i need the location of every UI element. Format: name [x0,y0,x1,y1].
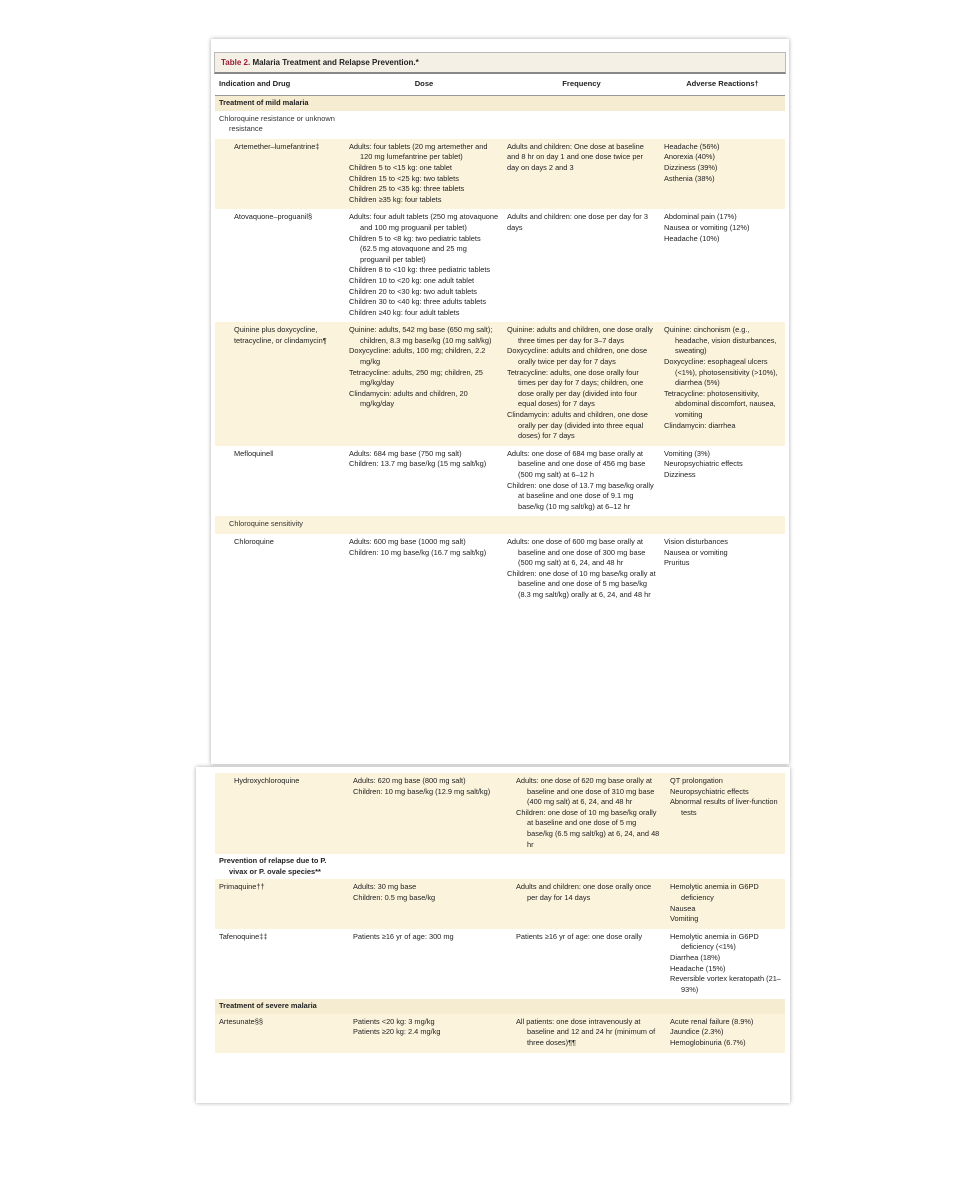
header-row [215,74,785,96]
drug-name: Quinine plus doxycycline, tetracycline, or clindamycin¶ [215,322,345,446]
drug-name: Hydroxychloroquine [215,773,349,854]
dose-line: Doxycycline: adults, 100 mg; children, 2.2 mg/kg [349,346,486,367]
dose-cell [349,1014,512,1053]
adverse-line: Reversible vortex keratopath (21–93%) [670,974,781,994]
adverse-line: Doxycycline: esophageal ulcers (<1%), photosensitivity (>10%), diarrhea (5%) [664,357,778,388]
adverse-line: Jaundice (2.3%) [670,1027,724,1037]
dose-line: Adults: 600 mg base (1000 mg salt) [349,536,466,546]
table-page-1 [211,39,789,764]
dose-cell [345,322,503,446]
adverse-line: Dizziness [664,470,696,479]
section-severe: Treatment of severe malaria [215,999,785,1014]
section-chloro-resist: Chloroquine resistance or unknown resistance [219,113,335,134]
dose-cell [345,209,503,322]
dose-line: Children: 10 mg base/kg (12.9 mg salt/kg) [353,786,491,796]
adverse-line: Nausea or vomiting (12%) [664,222,750,232]
dose-cell [349,929,512,1000]
section-chloro-sens: Chloroquine sensitivity [215,516,785,534]
adverse-line: Hemolytic anemia in G6PD deficiency (<1%) [670,931,759,952]
frequency-line: Adults and children: One dose at baseline and 8 hr on day 1 and one dose twice per day on days 2 and 3 [507,141,644,172]
section-row [215,854,785,879]
frequency-line: Tetracycline: adults, one dose orally four times per day for 7 days; children, one dose orally per day (divided into four equal doses) for 7 days [507,367,644,409]
adverse-line: Pruritus [664,558,690,568]
adverse-line: Vomiting (3%) [664,448,711,458]
section-row [215,96,785,111]
dose-line: Children 5 to <8 kg: two pediatric tablets (62.5 mg atovaquone and 25 mg proguanil per tablet) [349,233,481,264]
dose-line: Patients ≥16 yr of age: 300 mg [353,931,454,941]
adverse-line: Neuropsychiatric effects [664,459,743,469]
treatment-table [215,74,785,605]
frequency-cell [503,209,660,322]
drug-row-mefloquine [215,446,785,517]
adverse-line: Clindamycin: diarrhea [664,420,736,430]
adverse-line: Abdominal pain (17%) [664,212,737,222]
dose-line: Children 15 to <25 kg: two tablets [349,173,459,183]
table-number: Table 2. [221,58,251,67]
dose-line: Clindamycin: adults and children, 20 mg/kg/day [349,388,468,409]
frequency-cell [503,446,660,517]
drug-row-primaquine [215,879,785,928]
frequency-cell [512,1014,666,1053]
dose-line: Children 30 to <40 kg: three adults tablets [349,297,487,307]
treatment-table-continued [215,773,785,1053]
drug-row-artemether [215,139,785,210]
table-title [214,52,786,74]
col-header-adverse: Adverse Reactions† [660,74,785,96]
dose-line: Patients ≥20 kg: 2.4 mg/kg [353,1027,441,1037]
section-row [215,999,785,1014]
dose-line: Tetracycline: adults, 250 mg; children, 25 mg/kg/day [349,367,483,388]
adverse-line: Abnormal results of liver-function tests [670,797,778,817]
table-title-text: Malaria Treatment and Relapse Prevention.* [252,58,419,67]
adverse-line: Vomiting [670,914,699,924]
adverse-cell [660,534,785,605]
frequency-line: Adults: one dose of 620 mg base orally at baseline and one dose of 310 mg base (400 mg salt) at 6, 24, and 48 hr [516,776,655,807]
frequency-line: Patients ≥16 yr of age: one dose orally [516,931,643,941]
adverse-line: Headache (56%) [664,141,720,151]
frequency-line: All patients: one dose intravenously at baseline and 12 and 24 hr (minimum of three doses)¶¶ [516,1016,656,1048]
adverse-line: Tetracycline: photosensitivity, abdominal discomfort, nausea, vomiting [664,388,776,420]
dose-line: Adults: four adult tablets (250 mg atovaquone and 100 mg proguanil per tablet) [349,212,499,232]
adverse-line: Headache (10%) [664,233,720,243]
frequency-line: Adults: one dose of 684 mg base orally at baseline and one dose of 456 mg base (500 mg salt) at 6–12 h [507,448,646,479]
frequency-cell [512,929,666,1000]
dose-line: Children 10 to <20 kg: one adult tablet [349,275,475,285]
adverse-cell [666,1014,785,1053]
dose-line: Children 8 to <10 kg: three pediatric tablets [349,265,491,275]
frequency-line: Adults and children: one dose orally once per day for 14 days [516,882,652,902]
drug-name: Artemether–lumefantrine‡ [215,139,345,210]
drug-name: Primaquine†† [215,879,349,928]
drug-name: Chloroquine [234,536,274,546]
col-header-dose: Dose [345,74,503,96]
frequency-cell [503,534,660,605]
section-relapse: Prevention of relapse due to P. vivax or P. ovale species** [219,856,327,876]
drug-row-tafenoquine [215,929,785,1000]
dose-line: Patients <20 kg: 3 mg/kg [353,1016,435,1026]
drug-row-hydroxychloroquine [215,773,785,854]
frequency-line: Children: one dose of 13.7 mg base/kg orally at baseline and one dose of 9.1 mg base/kg (10 mg salt/kg) at 6–12 hr [507,480,654,511]
section-mild: Treatment of mild malaria [215,96,785,111]
drug-row-quinine [215,322,785,446]
adverse-line: Headache (15%) [670,963,726,973]
dose-line: Children ≥35 kg: four tablets [349,194,442,204]
adverse-line: Nausea [670,903,696,913]
drug-row-chloroquine [215,534,785,605]
dose-cell [345,534,503,605]
drug-row-artesunate [215,1014,785,1053]
drug-row-atovaquone [215,209,785,322]
frequency-line: Adults and children: one dose per day for 3 days [507,212,648,232]
table-page-2 [196,767,790,1103]
dose-line: Adults: 30 mg base [353,882,417,892]
drug-name: Atovaquone–proguanil§ [234,212,313,222]
subsection-row [215,516,785,534]
adverse-cell [666,929,785,1000]
col-header-frequency: Frequency [503,74,660,96]
adverse-line: Nausea or vomiting [664,547,728,557]
dose-cell [349,879,512,928]
dose-line: Children: 10 mg base/kg (16.7 mg salt/kg) [349,547,487,557]
frequency-cell [512,773,666,854]
drug-name: Artesunate§§ [215,1014,349,1053]
adverse-cell [660,446,785,517]
dose-line: Children 20 to <30 kg: two adult tablets [349,286,477,296]
adverse-line: Hemolytic anemia in G6PD deficiency [670,882,759,902]
dose-cell [349,773,512,854]
col-header-indication: Indication and Drug [215,74,345,96]
dose-line: Children ≥40 kg: four adult tablets [349,307,460,317]
adverse-line: Dizziness (39%) [664,162,718,172]
frequency-cell [503,322,660,446]
adverse-cell [666,879,785,928]
adverse-line: Vision disturbances [664,536,728,546]
subsection-row [215,111,785,139]
adverse-line: Acute renal failure (8.9%) [670,1016,754,1026]
dose-line: Children: 13.7 mg base/kg (15 mg salt/kg) [349,459,487,469]
frequency-line: Doxycycline: adults and children, one dose orally twice per day for 7 days [507,346,648,367]
adverse-line: Asthenia (38%) [664,173,715,183]
dose-line: Adults: 684 mg base (750 mg salt) [349,448,462,458]
dose-line: Quinine: adults, 542 mg base (650 mg salt); children, 8.3 mg base/kg (10 mg salt/kg) [349,325,493,345]
frequency-line: Adults: one dose of 600 mg base orally at baseline and one dose of 300 mg base (500 mg salt) at 6, 24, and 48 hr [507,536,646,568]
dose-line: Children 5 to <15 kg: one tablet [349,162,452,172]
dose-cell [345,139,503,210]
adverse-line: Anorexia (40%) [664,152,715,162]
adverse-line: Neuropsychiatric effects [670,786,749,796]
frequency-cell [512,879,666,928]
frequency-line: Clindamycin: adults and children, one dose orally per day (divided into three equal doses) for 7 days [507,410,648,441]
drug-name: Tafenoquine‡‡ [219,931,268,941]
frequency-cell [503,139,660,210]
adverse-cell [660,322,785,446]
adverse-line: QT prolongation [670,776,723,785]
dose-line: Children: 0.5 mg base/kg [353,892,436,902]
frequency-line: Children: one dose of 10 mg base/kg orally at baseline and one dose of 5 mg base/kg (6.5 mg salt/kg) at 6, 24, and 48 hr [516,807,660,849]
adverse-cell [666,773,785,854]
dose-line: Adults: four tablets (20 mg artemether and 120 mg lumefantrine per tablet) [349,141,488,162]
drug-name: Mefloquine‖ [234,448,274,458]
dose-line: Children 25 to <35 kg: three tablets [349,184,465,194]
adverse-cell [660,139,785,210]
frequency-line: Children: one dose of 10 mg base/kg orally at baseline and one dose of 5 mg base/kg (8.3 mg salt/kg) orally at 6, 24, and 48 hr [507,568,656,599]
adverse-line: Quinine: cinchonism (e.g., headache, vision disturbances, sweating) [664,325,777,356]
dose-cell [345,446,503,517]
adverse-cell [660,209,785,322]
dose-line: Adults: 620 mg base (800 mg salt) [353,776,466,785]
frequency-line: Quinine: adults and children, one dose orally three times per day for 3–7 days [507,325,653,345]
adverse-line: Diarrhea (18%) [670,952,721,962]
adverse-line: Hemoglobinuria (6.7%) [670,1038,746,1048]
